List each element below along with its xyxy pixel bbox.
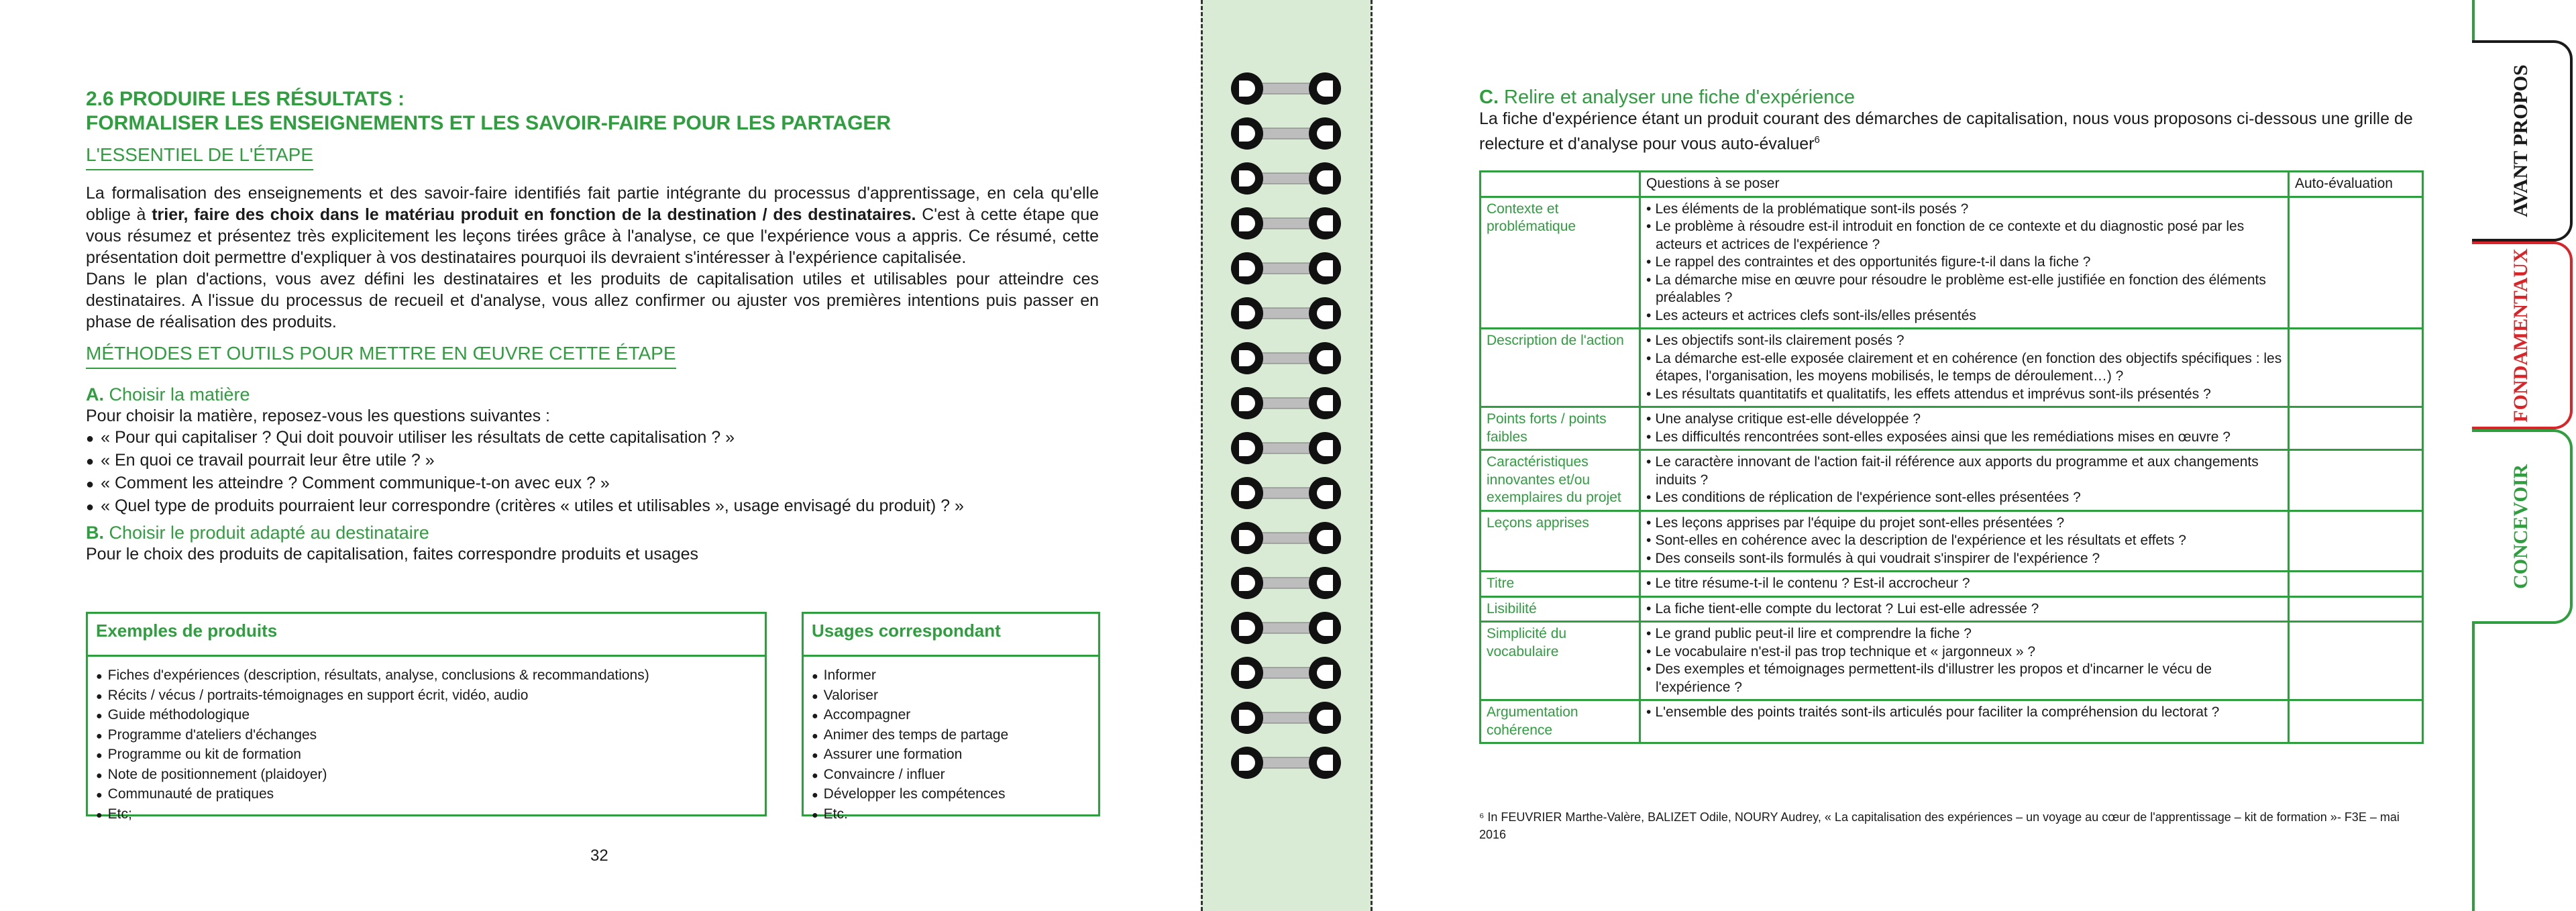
list-item: • Le vocabulaire n'est-il pas trop technique et « jargonneux » ? bbox=[1646, 643, 2282, 661]
list-item: ● Fiches d'expériences (description, résultats, analyse, conclusions & recommandations) bbox=[96, 666, 757, 686]
tab-label: CONCEVOIR bbox=[2510, 464, 2532, 590]
list-item: • Les résultats quantitatifs et qualitatifs, les effets attendus et imprévus sont-ils présentés ? bbox=[1646, 386, 2282, 404]
row-questions bbox=[1640, 329, 2289, 407]
tab-label: AVANT PROPOS bbox=[2510, 64, 2532, 217]
row-category: Description de l'action bbox=[1481, 329, 1640, 407]
list-item: • Une analyse critique est-elle développée ? bbox=[1646, 411, 2282, 429]
table-row bbox=[1481, 329, 2423, 407]
table-row bbox=[1481, 596, 2423, 622]
second-paragraph: Dans le plan d'actions, vous avez défini les destinataires et les produits de capitalisation utiles et utilisables pour atteindre ces destinataires. A l'issue du processus de recueil et d'analyse, vous allez confirmer ou ajuster vos premières intentions puis passer en phase de réalisation des produits. bbox=[86, 270, 1099, 331]
spiral-ring-icon bbox=[1230, 248, 1342, 288]
spiral-ring-icon bbox=[1230, 563, 1342, 603]
b-intro: Pour le choix des produits de capitalisation, faites correspondre produits et usages bbox=[86, 545, 699, 564]
subheading-c bbox=[1479, 86, 2422, 109]
c-title: Relire et analyser une fiche d'expérience bbox=[1499, 87, 1856, 108]
review-grid-table bbox=[1479, 170, 2424, 744]
right-page bbox=[1479, 86, 2422, 154]
list-item: ● Note de positionnement (plaidoyer) bbox=[96, 765, 757, 786]
row-questions bbox=[1640, 572, 2289, 597]
list-item: ● Récits / vécus / portraits-témoignages en support écrit, vidéo, audio bbox=[96, 686, 757, 706]
list-item: • Le problème à résoudre est-il introduit en fonction de ce contexte et du diagnostic posé par les acteurs et actrices de l'expérience ? bbox=[1646, 218, 2282, 254]
products-list bbox=[88, 666, 765, 824]
para1-text-b: C'est à cette étape que vous résumez et présentez très explicitement les leçons tirées grâce à l'analyse, ce que l'expérience vous a appris. Ce résumé, cette présentation doit permettre d'expliquer à vos destinataires pourquoi ils devraient s'intéresser à l'expérience capitalisée. bbox=[86, 205, 1099, 267]
list-item: ● « Pour qui capitaliser ? Qui doit pouvoir utiliser les résultats de cette capitalisation ? » bbox=[86, 427, 1099, 449]
spiral-ring-icon bbox=[1230, 338, 1342, 378]
tab-concevoir[interactable] bbox=[2472, 429, 2573, 624]
tab-label: FONDAMENTAUX bbox=[2510, 248, 2532, 423]
row-category: Caractéristiques innovantes et/ou exemplaires du projet bbox=[1481, 450, 1640, 511]
list-item: • Le titre résume-t-il le contenu ? Est-il accrocheur ? bbox=[1646, 575, 2282, 593]
spiral-ring-icon bbox=[1230, 653, 1342, 693]
products-box bbox=[86, 612, 767, 822]
list-item: • Des exemples et témoignages permettent-ils d'illustrer les propos et d'incarner le vécu de l'expérience ? bbox=[1646, 661, 2282, 696]
table-row bbox=[1481, 511, 2423, 572]
table-body bbox=[1481, 197, 2423, 743]
spiral-ring-icon bbox=[1230, 383, 1342, 423]
left-page bbox=[86, 87, 1099, 565]
a-bullet-list bbox=[86, 427, 1099, 518]
table-row bbox=[1481, 622, 2423, 700]
row-questions bbox=[1640, 622, 2289, 700]
row-questions bbox=[1640, 511, 2289, 572]
list-item: • Le grand public peut-il lire et comprendre la fiche ? bbox=[1646, 625, 2282, 643]
table-row bbox=[1481, 407, 2423, 450]
auto-evaluation-cell[interactable] bbox=[2289, 700, 2423, 743]
para1-text-a: La formalisation des enseignements et des savoir-faire identifiés fait partie intégrante du processus d'apprentissage, en cela qu'elle oblige à bbox=[86, 184, 1099, 224]
list-item: • Des conseils sont-ils formulés à qui voudrait s'inspirer de l'expérience ? bbox=[1646, 550, 2282, 568]
auto-evaluation-cell[interactable] bbox=[2289, 407, 2423, 450]
list-item: ● « Comment les atteindre ? Comment communique-t-on avec eux ? » bbox=[86, 472, 1099, 495]
spiral-ring-icon bbox=[1230, 113, 1342, 154]
row-category: Contexte et problématique bbox=[1481, 197, 1640, 329]
b-letter: B. bbox=[86, 523, 104, 543]
spiral-ring-icon bbox=[1230, 68, 1342, 109]
row-category: Titre bbox=[1481, 572, 1640, 597]
para1-bold: trier, faire des choix dans le matériau produit en fonction de la destination / des destinataires. bbox=[152, 205, 916, 224]
list-item: • La démarche mise en œuvre pour résoudre le problème est-elle justifiée en fonction des éléments préalables ? bbox=[1646, 272, 2282, 307]
list-item: ● Etc; bbox=[96, 805, 757, 825]
list-item: • Les conditions de réplication de l'expérience sont-elles présentées ? bbox=[1646, 489, 2282, 507]
list-item: ● Assurer une formation bbox=[812, 745, 1090, 765]
table-header: Questions à se poser bbox=[1640, 172, 2289, 197]
spiral-ring-icon bbox=[1230, 473, 1342, 513]
subheading-a bbox=[86, 384, 1099, 405]
a-letter: A. bbox=[86, 384, 104, 405]
row-category: Simplicité du vocabulaire bbox=[1481, 622, 1640, 700]
list-item: • Les difficultés rencontrées sont-elles exposées ainsi que les remédiations mises en œuvre ? bbox=[1646, 429, 2282, 447]
products-box-title: Exemples de produits bbox=[88, 614, 765, 657]
list-item: • Les éléments de la problématique sont-ils posés ? bbox=[1646, 201, 2282, 219]
a-title: Choisir la matière bbox=[104, 384, 250, 405]
subheading-b bbox=[86, 522, 1099, 543]
list-item: • Le caractère innovant de l'action fait-il référence aux apports du programme et aux changements induits ? bbox=[1646, 453, 2282, 489]
footnote-ref: 6 bbox=[1814, 134, 1820, 146]
list-item: • Les objectifs sont-ils clairement posés ? bbox=[1646, 332, 2282, 350]
row-questions bbox=[1640, 700, 2289, 743]
c-intro-text: La fiche d'expérience étant un produit courant des démarches de capitalisation, nous vous proposons ci-dessous une grille de relecture et d'analyse pour vous auto-évaluer bbox=[1479, 109, 2413, 154]
auto-evaluation-cell[interactable] bbox=[2289, 329, 2423, 407]
row-category: Points forts / points faibles bbox=[1481, 407, 1640, 450]
b-title: Choisir le produit adapté au destinataire bbox=[104, 523, 429, 543]
tab-fondamentaux[interactable] bbox=[2472, 242, 2573, 429]
table-header-row bbox=[1481, 172, 2423, 197]
list-item: ● Programme d'ateliers d'échanges bbox=[96, 726, 757, 746]
footnote: ⁶ In FEUVRIER Marthe-Valère, BALIZET Odile, NOURY Audrey, « La capitalisation des expériences – un voyage au cœur de l'apprentissage – kit de formation »- F3E – mai 2016 bbox=[1479, 810, 2400, 841]
list-item: • Le rappel des contraintes et des opportunités figure-t-il dans la fiche ? bbox=[1646, 254, 2282, 272]
row-category: Lisibilité bbox=[1481, 596, 1640, 622]
spiral-ring-icon bbox=[1230, 518, 1342, 558]
auto-evaluation-cell[interactable] bbox=[2289, 622, 2423, 700]
spiral-ring-icon bbox=[1230, 698, 1342, 738]
row-category: Leçons apprises bbox=[1481, 511, 1640, 572]
list-item: • La démarche est-elle exposée clairement et en cohérence (en fonction des objectifs spécifiques : les étapes, l'organisation, les moyens mobilisés, le temps de déroulement…) ? bbox=[1646, 350, 2282, 386]
list-item: ● Guide méthodologique bbox=[96, 706, 757, 726]
section-title-line2: FORMALISER LES ENSEIGNEMENTS ET LES SAVOIR-FAIRE POUR LES PARTAGER bbox=[86, 112, 892, 134]
auto-evaluation-cell[interactable] bbox=[2289, 596, 2423, 622]
spiral-ring-icon bbox=[1230, 158, 1342, 199]
row-questions bbox=[1640, 407, 2289, 450]
row-category: Argumentation cohérence bbox=[1481, 700, 1640, 743]
table-row bbox=[1481, 197, 2423, 329]
c-intro bbox=[1479, 109, 2422, 154]
list-item: ● Accompagner bbox=[812, 706, 1090, 726]
list-item: ● Etc. bbox=[812, 805, 1090, 825]
list-item: • Les acteurs et actrices clefs sont-ils/elles présentés bbox=[1646, 307, 2282, 325]
a-intro: Pour choisir la matière, reposez-vous les questions suivantes : bbox=[86, 407, 550, 425]
list-item: • Sont-elles en cohérence avec la description de l'expérience et les résultats et effets ? bbox=[1646, 532, 2282, 550]
notebook-spine bbox=[1201, 0, 1373, 911]
list-item: ● « Quel type de produits pourraient leur correspondre (critères « utiles et utilisables », usage envisagé du produit) ? » bbox=[86, 495, 1099, 518]
page-number: 32 bbox=[590, 847, 608, 865]
table-row bbox=[1481, 572, 2423, 597]
list-item: ● Convaincre / influer bbox=[812, 765, 1090, 786]
table-header bbox=[1481, 172, 1640, 197]
spiral-ring-icon bbox=[1230, 743, 1342, 783]
auto-evaluation-cell[interactable] bbox=[2289, 197, 2423, 329]
table-header: Auto-évaluation bbox=[2289, 172, 2423, 197]
spiral-ring-icon bbox=[1230, 428, 1342, 468]
spiral-ring-icon bbox=[1230, 293, 1342, 333]
list-item: ● Informer bbox=[812, 666, 1090, 686]
list-item: ● Animer des temps de partage bbox=[812, 726, 1090, 746]
usages-box-title: Usages correspondant bbox=[804, 614, 1098, 657]
table-row bbox=[1481, 700, 2423, 743]
auto-evaluation-cell[interactable] bbox=[2289, 511, 2423, 572]
row-questions bbox=[1640, 596, 2289, 622]
usages-list bbox=[804, 666, 1098, 824]
intro-paragraph bbox=[86, 182, 1099, 268]
spiral-ring-icon bbox=[1230, 203, 1342, 244]
usages-box bbox=[802, 612, 1100, 822]
list-item: • Les leçons apprises par l'équipe du projet sont-elles présentées ? bbox=[1646, 515, 2282, 533]
list-item: ● Communauté de pratiques bbox=[96, 785, 757, 805]
list-item: ● Développer les compétences bbox=[812, 785, 1090, 805]
list-item: • La fiche tient-elle compte du lectorat ? Lui est-elle adressée ? bbox=[1646, 600, 2282, 619]
methodes-heading: MÉTHODES ET OUTILS POUR METTRE EN ŒUVRE CETTE ÉTAPE bbox=[86, 342, 676, 369]
row-questions bbox=[1640, 450, 2289, 511]
list-item: • L'ensemble des points traités sont-ils articulés pour faciliter la compréhension du lectorat ? bbox=[1646, 704, 2282, 722]
essentiel-heading: L'ESSENTIEL DE L'ÉTAPE bbox=[86, 144, 313, 170]
c-letter: C. bbox=[1479, 87, 1499, 108]
list-item: ● Valoriser bbox=[812, 686, 1090, 706]
list-item: ● « En quoi ce travail pourrait leur être utile ? » bbox=[86, 449, 1099, 472]
auto-evaluation-cell[interactable] bbox=[2289, 450, 2423, 511]
tab-avant-propos[interactable] bbox=[2472, 40, 2573, 242]
section-title-line1: 2.6 PRODUIRE LES RÉSULTATS : bbox=[86, 88, 405, 110]
auto-evaluation-cell[interactable] bbox=[2289, 572, 2423, 597]
table-row bbox=[1481, 450, 2423, 511]
list-item: ● Programme ou kit de formation bbox=[96, 745, 757, 765]
row-questions bbox=[1640, 197, 2289, 329]
spiral-ring-icon bbox=[1230, 608, 1342, 648]
